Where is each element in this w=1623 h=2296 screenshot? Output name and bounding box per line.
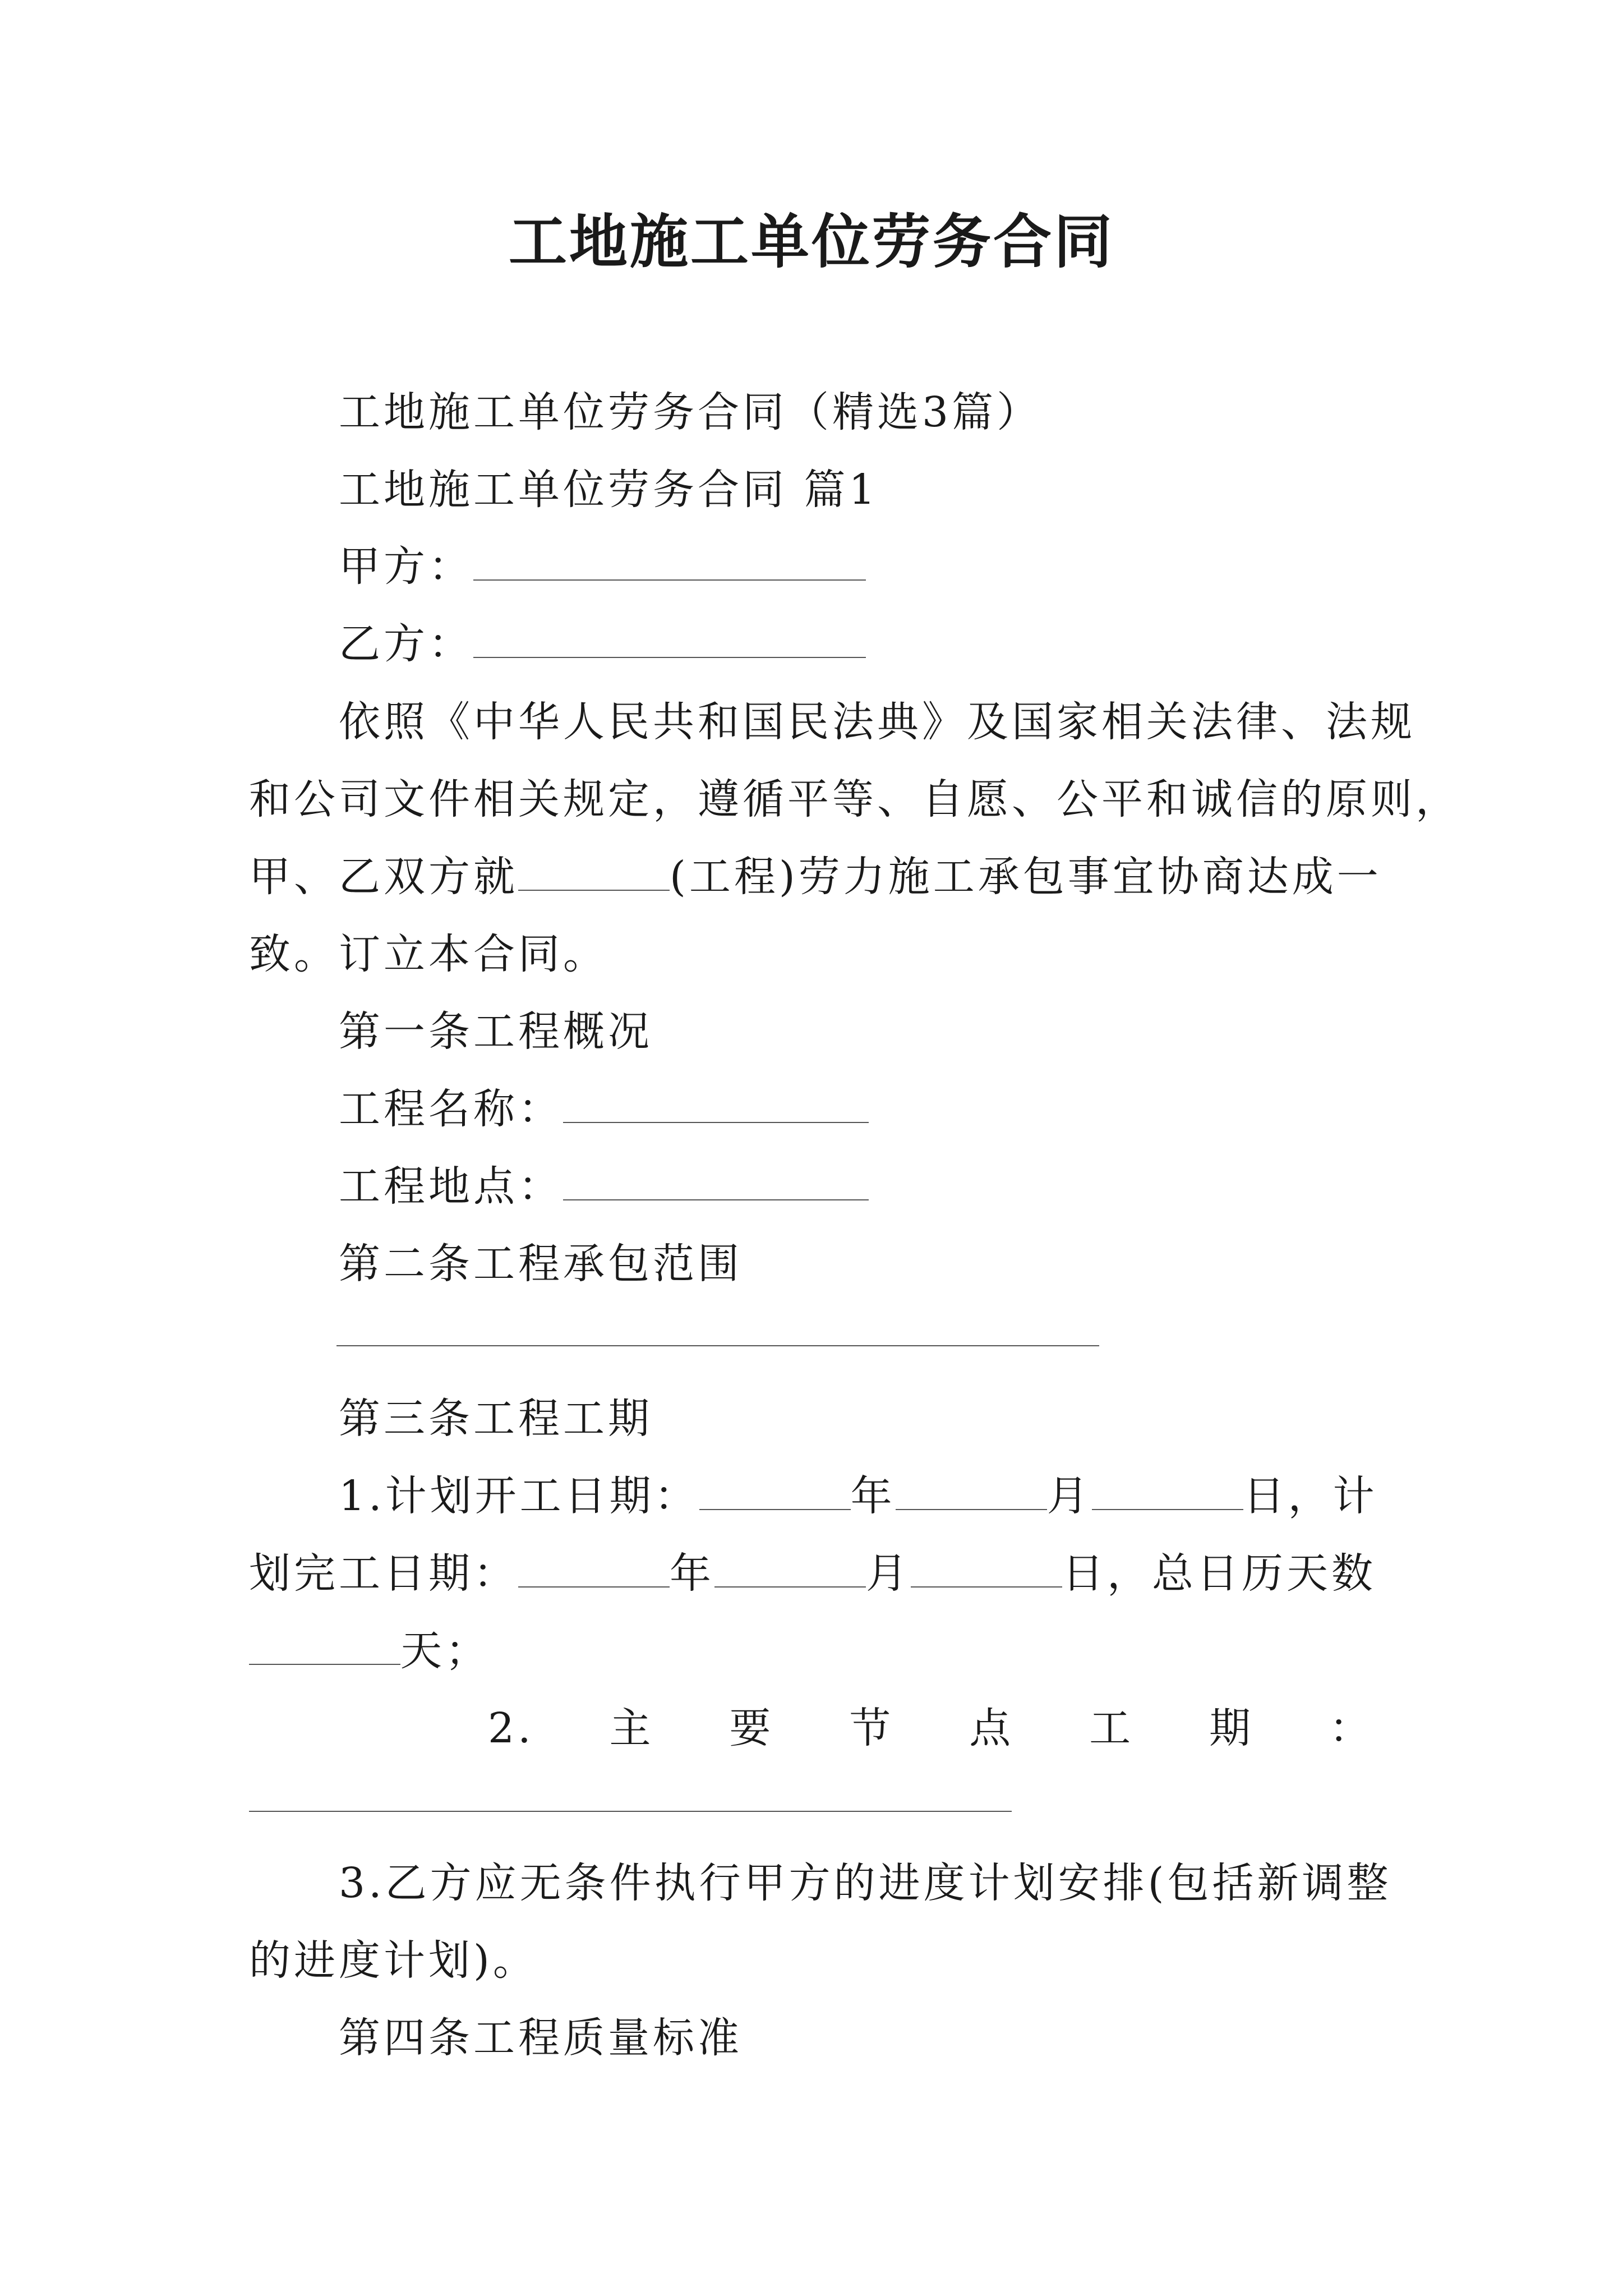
milestone-char: 要 bbox=[729, 1704, 774, 1752]
scope-blank-line[interactable] bbox=[336, 1345, 1099, 1346]
item3-line-2: 的进度计划)。 bbox=[249, 1936, 538, 1985]
intro-line-4: 致。订立本合同。 bbox=[249, 930, 608, 978]
milestone-char: 点 bbox=[969, 1704, 1015, 1752]
total-days-line bbox=[249, 1620, 1387, 1682]
project-location-blank[interactable] bbox=[563, 1163, 869, 1200]
start-day-label: 日，计 bbox=[1243, 1472, 1378, 1520]
party-a-blank[interactable] bbox=[473, 544, 866, 581]
intro-line-2: 和公司文件相关规定，遵循平等、自愿、公平和诚信的原则， bbox=[249, 775, 1460, 823]
intro-line-3-pre: 甲、乙双方就 bbox=[249, 853, 518, 901]
article2-heading: 第二条工程承包范围 bbox=[339, 1240, 743, 1288]
end-date-label: 划完工日期： bbox=[249, 1549, 518, 1598]
project-blank[interactable] bbox=[518, 854, 670, 891]
milestone-char: 工 bbox=[1089, 1704, 1135, 1752]
total-days-label: 日，总日历天数 bbox=[1062, 1549, 1376, 1598]
milestone-char: 期 bbox=[1209, 1704, 1255, 1752]
party-a-label: 甲方： bbox=[339, 542, 473, 591]
end-day-blank[interactable] bbox=[911, 1550, 1062, 1588]
start-month-blank[interactable] bbox=[896, 1473, 1047, 1510]
project-name-label: 工程名称： bbox=[339, 1085, 563, 1133]
article4-heading: 第四条工程质量标准 bbox=[339, 2014, 743, 2062]
milestone-char: 2. bbox=[488, 1704, 534, 1752]
end-year-label: 年 bbox=[670, 1549, 714, 1598]
start-year-label: 年 bbox=[850, 1472, 896, 1520]
intro-line-3 bbox=[249, 846, 1387, 908]
start-year-blank[interactable] bbox=[699, 1473, 851, 1510]
project-location-label: 工程地点： bbox=[339, 1162, 563, 1211]
intro-line-1: 依照《中华人民共和国民法典》及国家相关法律、法规 bbox=[339, 698, 1415, 746]
party-a-line bbox=[339, 536, 1387, 597]
end-year-blank[interactable] bbox=[518, 1550, 670, 1588]
document-title: 工地施工单位劳务合同 bbox=[508, 207, 1114, 276]
total-days-blank[interactable] bbox=[249, 1628, 400, 1665]
end-date-line bbox=[249, 1543, 1387, 1604]
party-b-line bbox=[339, 613, 1387, 675]
milestone-char: 主 bbox=[609, 1704, 654, 1752]
project-location-line bbox=[339, 1156, 1387, 1217]
subtitle: 工地施工单位劳务合同（精选3篇） bbox=[339, 388, 1042, 436]
part-heading: 工地施工单位劳务合同 篇1 bbox=[339, 466, 879, 514]
days-suffix: 天； bbox=[400, 1627, 490, 1675]
party-b-label: 乙方： bbox=[339, 620, 473, 668]
start-date-label: 1.计划开工日期： bbox=[339, 1472, 699, 1520]
article1-heading: 第一条工程概况 bbox=[339, 1007, 653, 1056]
party-b-blank[interactable] bbox=[473, 621, 866, 658]
milestone-line bbox=[488, 1697, 1374, 1759]
milestone-char: 节 bbox=[849, 1704, 895, 1752]
end-month-label: 月 bbox=[866, 1549, 911, 1598]
end-month-blank[interactable] bbox=[714, 1550, 866, 1588]
start-day-blank[interactable] bbox=[1092, 1473, 1243, 1510]
milestone-char: ： bbox=[1329, 1704, 1374, 1752]
intro-line-3-post: (工程)劳力施工承包事宜协商达成一 bbox=[670, 853, 1382, 901]
milestone-blank-line[interactable] bbox=[249, 1811, 1012, 1812]
article3-heading: 第三条工程工期 bbox=[339, 1395, 653, 1443]
project-name-blank[interactable] bbox=[563, 1086, 869, 1123]
start-date-line bbox=[339, 1465, 1387, 1527]
start-month-label: 月 bbox=[1046, 1472, 1092, 1520]
project-name-line bbox=[339, 1078, 1387, 1140]
item3-line-1: 3.乙方应无条件执行甲方的进度计划安排(包括新调整 bbox=[339, 1859, 1392, 1907]
